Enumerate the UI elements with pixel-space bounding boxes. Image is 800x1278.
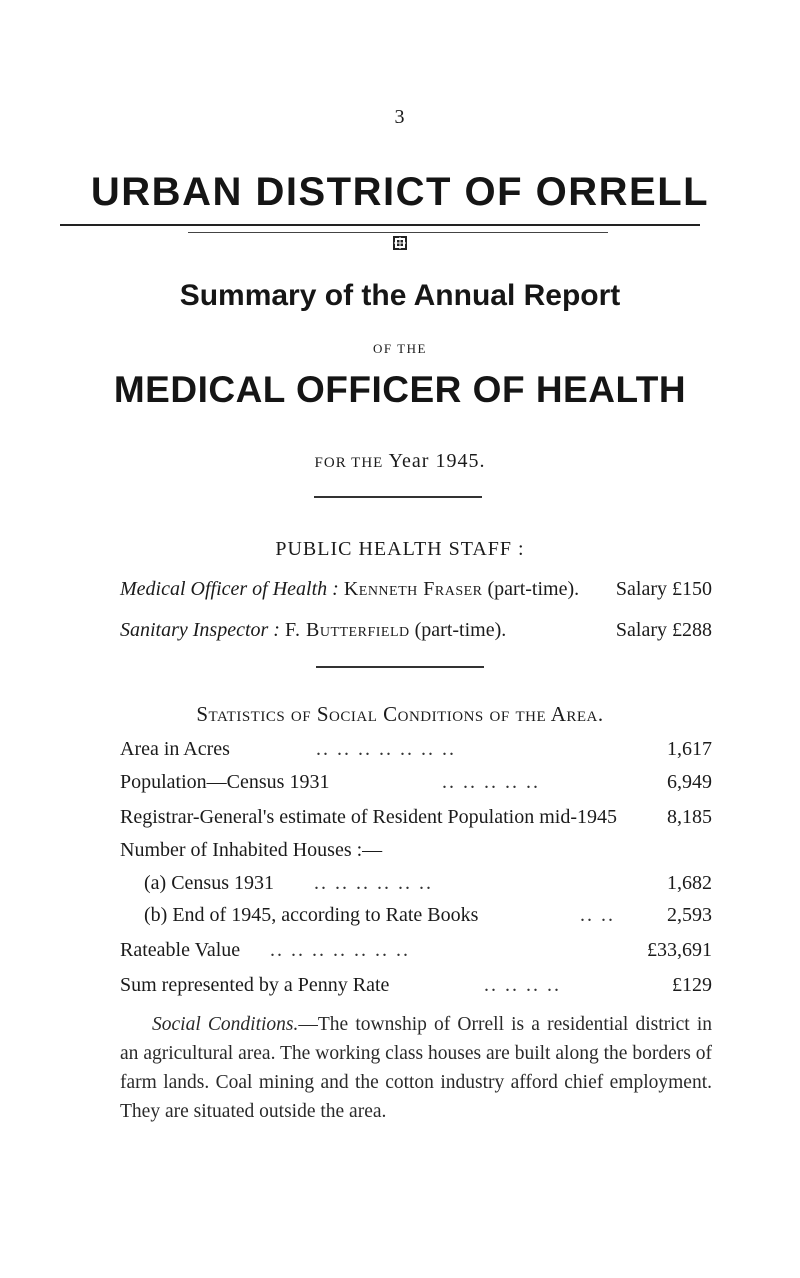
section-divider bbox=[316, 666, 484, 668]
stat-label: (a) Census 1931 bbox=[144, 872, 274, 894]
staff-salary: Salary £150 bbox=[615, 578, 712, 600]
stat-value: 1,617 bbox=[667, 738, 712, 760]
stat-value: 2,593 bbox=[667, 904, 712, 926]
crest-ornament-icon bbox=[385, 234, 415, 252]
leader-dots: .. .. .. .. bbox=[484, 974, 561, 996]
social-conditions-paragraph bbox=[120, 1010, 712, 1126]
staff-role: Sanitary Inspector : bbox=[120, 619, 280, 641]
stat-label: Registrar-General's estimate of Resident Population mid-1945 bbox=[120, 806, 617, 828]
for-the-label: FOR THE bbox=[314, 455, 384, 471]
stat-value: £33,691 bbox=[647, 939, 712, 961]
leader-dots: .. .. .. .. .. bbox=[442, 771, 540, 793]
staff-member bbox=[120, 619, 712, 642]
staff-name: F. Butterfield bbox=[284, 619, 410, 641]
statistics-heading: Statistics of Social Conditions of the Area. bbox=[196, 702, 604, 726]
stat-label: Sum represented by a Penny Rate bbox=[120, 974, 390, 996]
stat-label: (b) End of 1945, according to Rate Books bbox=[144, 904, 479, 926]
stat-row bbox=[120, 839, 712, 862]
stat-label: Population—Census 1931 bbox=[120, 771, 330, 793]
paragraph-lead: Social Conditions. bbox=[152, 1014, 299, 1035]
stat-value: 1,682 bbox=[667, 872, 712, 894]
staff-name: Kenneth Fraser bbox=[343, 578, 483, 600]
leader-dots: .. .. .. .. .. .. .. bbox=[316, 738, 456, 760]
year-word bbox=[389, 450, 436, 472]
stat-row bbox=[144, 872, 712, 895]
year-word-text: Year bbox=[388, 450, 430, 472]
year-line bbox=[0, 450, 800, 473]
stat-label: Area in Acres bbox=[120, 738, 230, 760]
of-the-label: OF THE bbox=[373, 341, 427, 356]
staff-terms: (part-time). bbox=[414, 619, 507, 641]
staff-salary: Salary £288 bbox=[615, 619, 712, 641]
page-number: 3 bbox=[394, 106, 406, 128]
report-title: Summary of the Annual Report bbox=[179, 279, 621, 312]
title-underline bbox=[60, 224, 700, 226]
staff-terms: (part-time). bbox=[487, 578, 580, 600]
stat-label: Rateable Value bbox=[120, 939, 241, 961]
stat-value: 6,949 bbox=[667, 771, 712, 793]
stat-row bbox=[120, 806, 712, 829]
stat-row bbox=[120, 771, 712, 794]
leader-dots: .. .. .. .. .. .. .. bbox=[270, 939, 410, 961]
stat-value: 8,185 bbox=[667, 806, 712, 828]
staff-heading: PUBLIC HEALTH STAFF : bbox=[275, 538, 525, 560]
stat-row bbox=[120, 939, 712, 962]
leader-dots: .. .. .. .. .. .. bbox=[314, 872, 433, 894]
staff-role: Medical Officer of Health : bbox=[120, 578, 339, 600]
stat-row bbox=[144, 904, 712, 927]
staff-member bbox=[120, 578, 712, 601]
officer-title: MEDICAL OFFICER OF HEALTH bbox=[113, 369, 687, 410]
year-value: 1945. bbox=[435, 450, 486, 472]
title-underline-thin bbox=[188, 232, 608, 233]
stat-row bbox=[120, 738, 712, 761]
stat-value: £129 bbox=[672, 974, 712, 996]
district-title: URBAN DISTRICT OF ORRELL bbox=[90, 170, 710, 214]
stat-row bbox=[120, 974, 712, 997]
paragraph-body: —The township of Orrell is a residential district in an agricultural area. The working class houses are built along the borders of farm lands. Coal mining and the cotton industry afford chief employment. They are situated outside the area. bbox=[120, 1014, 712, 1122]
stat-label: Number of Inhabited Houses :— bbox=[120, 839, 383, 861]
section-divider bbox=[314, 496, 482, 498]
leader-dots: .. .. bbox=[580, 904, 615, 926]
